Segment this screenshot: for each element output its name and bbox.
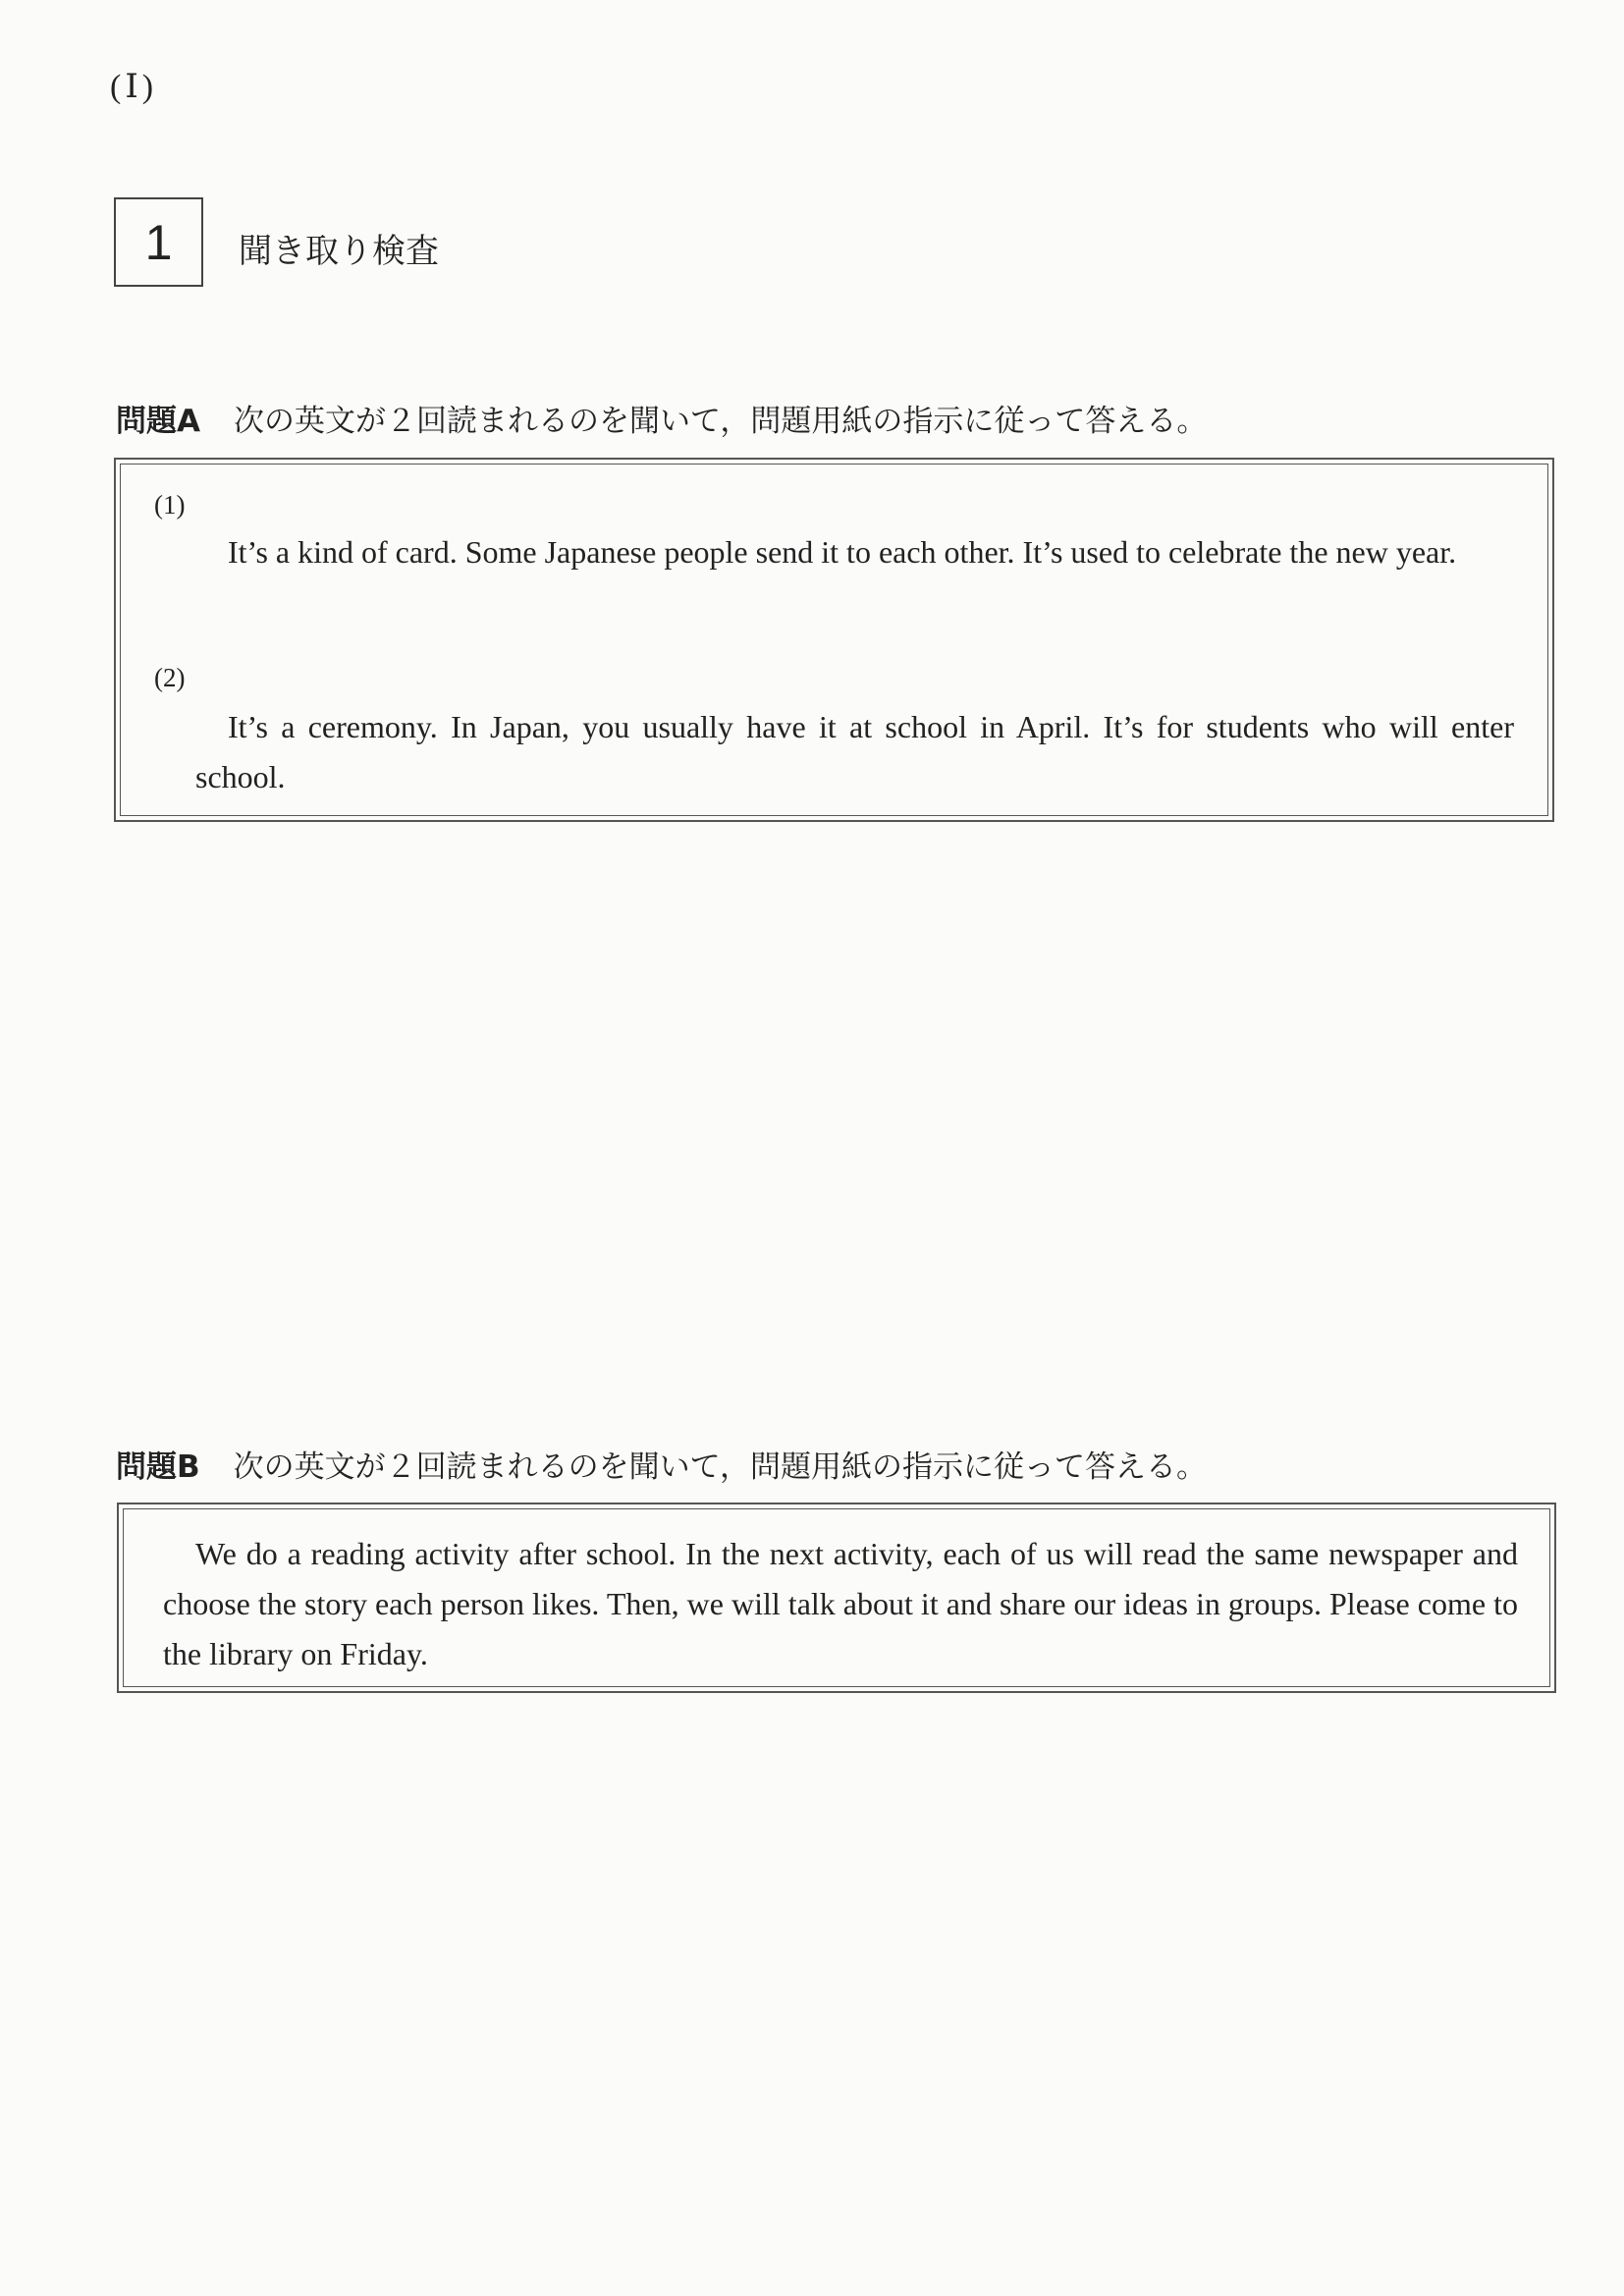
problem-a-label: 問題A (116, 404, 200, 439)
problem-a-script-box (114, 458, 1554, 822)
problem-a-heading (116, 396, 1207, 440)
section-number-box: 1 (114, 197, 203, 287)
problem-b-label: 問題B (116, 1449, 200, 1485)
part-label: (Ⅰ) (110, 69, 158, 105)
item-2-number: (2) (154, 663, 186, 692)
problem-b-text: We do a reading activity after school. In the next activity, each of us will read the same newspaper and choose the story each person likes. Then, we will talk about it and share our ideas in groups. Please come to the library on Friday. (163, 1536, 1518, 1671)
problem-b-script-box (117, 1503, 1556, 1693)
item-1-text: It’s a kind of card. Some Japanese people send it to each other. It’s used to celebrate the new year. (228, 534, 1457, 570)
item-1-number: (1) (154, 490, 186, 519)
problem-b-instruction: 次の英文が２回読まれるのを聞いて，問題用紙の指示に従って答える。 (233, 1449, 1208, 1485)
problem-a-instruction: 次の英文が２回読まれるのを聞いて，問題用紙の指示に従って答える。 (234, 404, 1208, 439)
item-2-text: It’s a ceremony. In Japan, you usually have it at school in April. It’s for students who will enter school. (195, 709, 1514, 794)
section-title: 聞き取り検査 (239, 232, 439, 271)
problem-b-heading (116, 1442, 1207, 1486)
